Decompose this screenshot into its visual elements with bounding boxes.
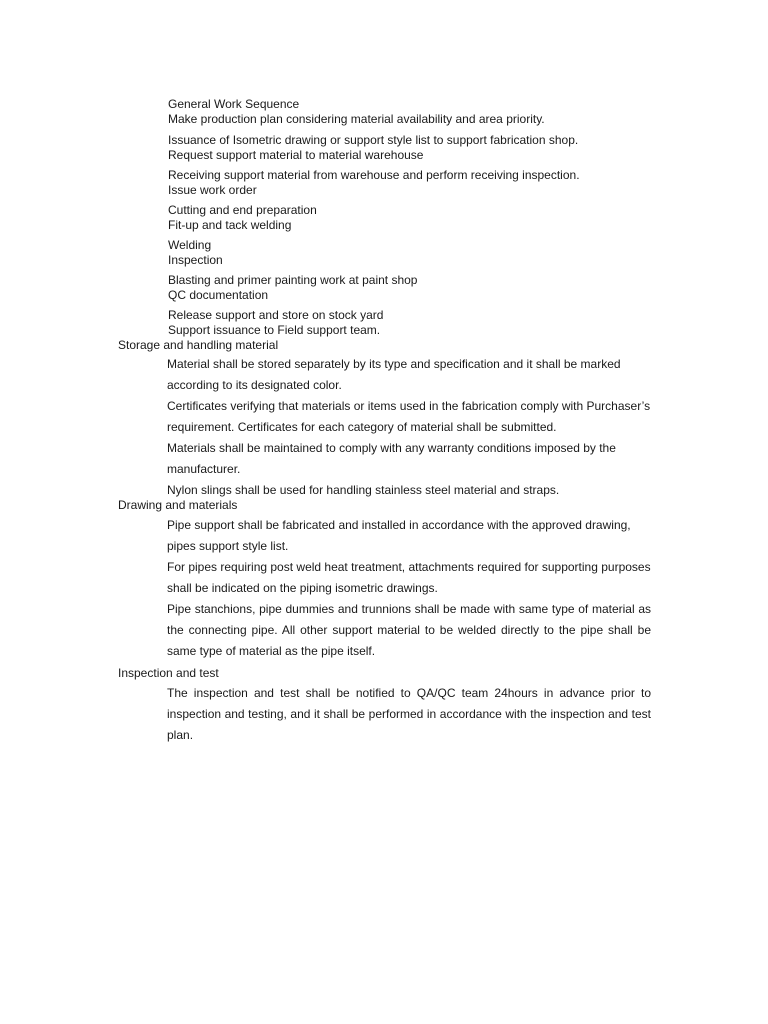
storage-heading: Storage and handling material (118, 338, 279, 352)
work-step: QC documentation (168, 288, 269, 302)
work-step: Welding (168, 238, 212, 252)
work-step: Make production plan considering material availability and area priority. (168, 112, 545, 126)
work-step: Blasting and primer painting work at paint shop (168, 273, 418, 287)
work-step: Cutting and end preparation (168, 203, 317, 217)
inspection-heading: Inspection and test (118, 666, 219, 680)
work-step: Fit-up and tack welding (168, 218, 292, 232)
drawing-paragraph: Pipe support shall be fabricated and installed in accordance with the approved drawing, pipes support style list. (167, 518, 631, 553)
drawing-paragraph: For pipes requiring post weld heat treatment, attachments required for supporting purposes shall be indicated on the piping isometric drawings. (167, 560, 651, 595)
inspection-paragraph: The inspection and test shall be notified to QA/QC team 24hours in advance prior to inspection and testing, and it shall be performed in accordance with the inspection and test plan. (167, 686, 651, 742)
work-step: Request support material to material warehouse (168, 148, 424, 162)
drawing-paragraph: Pipe stanchions, pipe dummies and trunnions shall be made with same type of material as the connecting pipe. All other support material to be welded directly to the pipe shall be same type of material as the pipe itself. (167, 602, 651, 658)
drawing-heading: Drawing and materials (118, 498, 238, 512)
storage-paragraph: Nylon slings shall be used for handling stainless steel material and straps. (167, 483, 560, 497)
work-step: Inspection (168, 253, 223, 267)
storage-paragraph: Certificates verifying that materials or items used in the fabrication comply with Purchaser’s requirement. Certificates for each category of material shall be submitted. (167, 399, 651, 434)
work-sequence-heading: General Work Sequence (168, 97, 300, 111)
work-step: Release support and store on stock yard (168, 308, 384, 322)
storage-paragraph: Material shall be stored separately by its type and specification and it shall be marked according to its designated color. (167, 357, 621, 392)
storage-paragraph: Materials shall be maintained to comply with any warranty conditions imposed by the manufacturer. (167, 441, 616, 476)
work-step: Issue work order (168, 183, 257, 197)
work-step: Receiving support material from warehouse and perform receiving inspection. (168, 168, 580, 182)
work-step: Support issuance to Field support team. (168, 323, 381, 337)
work-step: Issuance of Isometric drawing or support style list to support fabrication shop. (168, 133, 579, 147)
